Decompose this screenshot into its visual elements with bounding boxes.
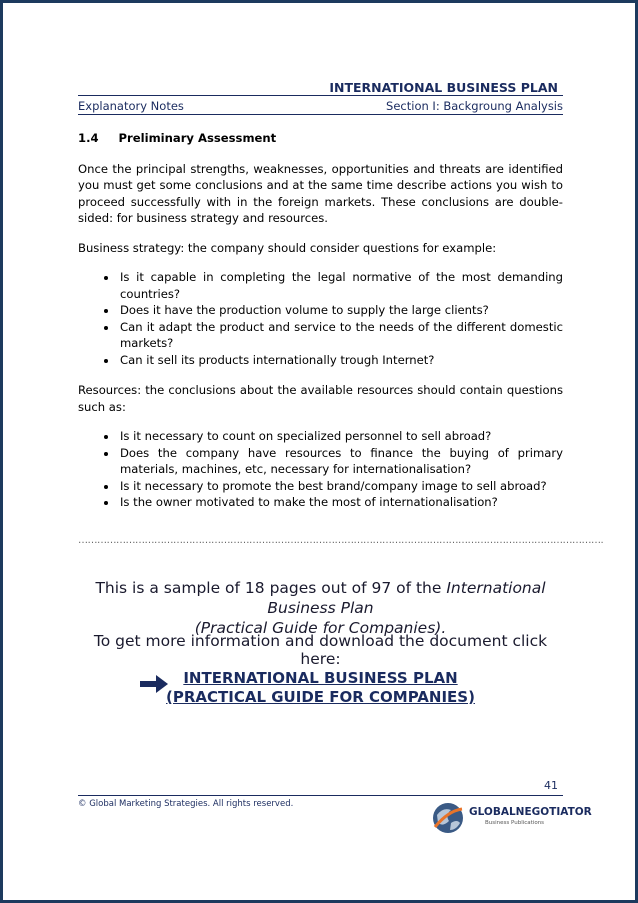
download-link-line2[interactable]: (PRACTICAL GUIDE FOR COMPANIES)	[166, 688, 475, 706]
section-heading	[78, 130, 563, 147]
header-right: Section I: Backgroung Analysis	[386, 99, 563, 113]
strategy-lead: Business strategy: the company should consider questions for example:	[78, 240, 497, 255]
strategy-list	[78, 269, 563, 368]
globe-icon	[431, 801, 465, 835]
header-left: Explanatory Notes	[78, 99, 184, 113]
list-item: • Is it capable in completing the legal normative of the most demanding countries?	[118, 269, 563, 302]
page-number: 41	[544, 779, 558, 792]
list-item: • Is the owner motivated to make the most of internationalisation?	[118, 494, 563, 511]
list-item: • Is it necessary to promote the best brand/company image to sell abroad?	[118, 478, 563, 495]
sample-notice	[78, 578, 563, 638]
resources-list	[78, 428, 563, 511]
logo-text: GLOBALNEGOTIATOR	[469, 806, 592, 818]
list-item: • Does it have the production volume to supply the large clients?	[118, 302, 563, 319]
global-negotiator-logo	[431, 800, 592, 836]
copyright-text: © Global Marketing Strategies. All rights reserved.	[78, 799, 294, 809]
header-subline	[78, 99, 563, 113]
sample-pre: This is a sample of 18 pages out of 97 of the	[95, 579, 447, 597]
intro-paragraph: Once the principal strengths, weaknesses, opportunities and threats are identified you must get some conclusions and at the same time describe actions you wish to proceed successfully with in the foreign markets. These conclusions are double-sided: for business strategy and resources.	[78, 161, 563, 225]
download-link-line1[interactable]: INTERNATIONAL BUSINESS PLAN	[183, 669, 458, 687]
header-rule-bottom	[78, 114, 563, 115]
list-item: • Is it necessary to count on specialized personnel to sell abroad?	[118, 428, 563, 445]
header-rule	[78, 95, 563, 96]
more-info-text: To get more information and download the document click here:	[93, 632, 548, 668]
footer-rule	[78, 795, 563, 796]
section-title: Preliminary Assessment	[118, 131, 277, 145]
sample-title-2: (Practical Guide for Companies).	[194, 619, 447, 637]
main-content	[78, 130, 563, 525]
logo-subtitle: Business Publications	[485, 820, 545, 826]
list-item: • Does the company have resources to finance the buying of primary materials, machines, etc, necessary for internationalisation?	[118, 445, 563, 478]
list-item: • Can it sell its products internationally trough Internet?	[118, 352, 563, 369]
dotted-separator: ………………………………………………………………………………………………………………………………………………….	[78, 535, 604, 546]
sample-title-1: International Business Plan	[267, 579, 546, 617]
section-number: 1.4	[78, 131, 99, 145]
document-page	[3, 3, 635, 900]
resources-lead: Resources: the conclusions about the available resources should contain questions such as:	[78, 383, 563, 414]
list-item: • Can it adapt the product and service to the needs of the different domestic markets?	[118, 319, 563, 352]
header-title: INTERNATIONAL BUSINESS PLAN	[329, 80, 558, 95]
